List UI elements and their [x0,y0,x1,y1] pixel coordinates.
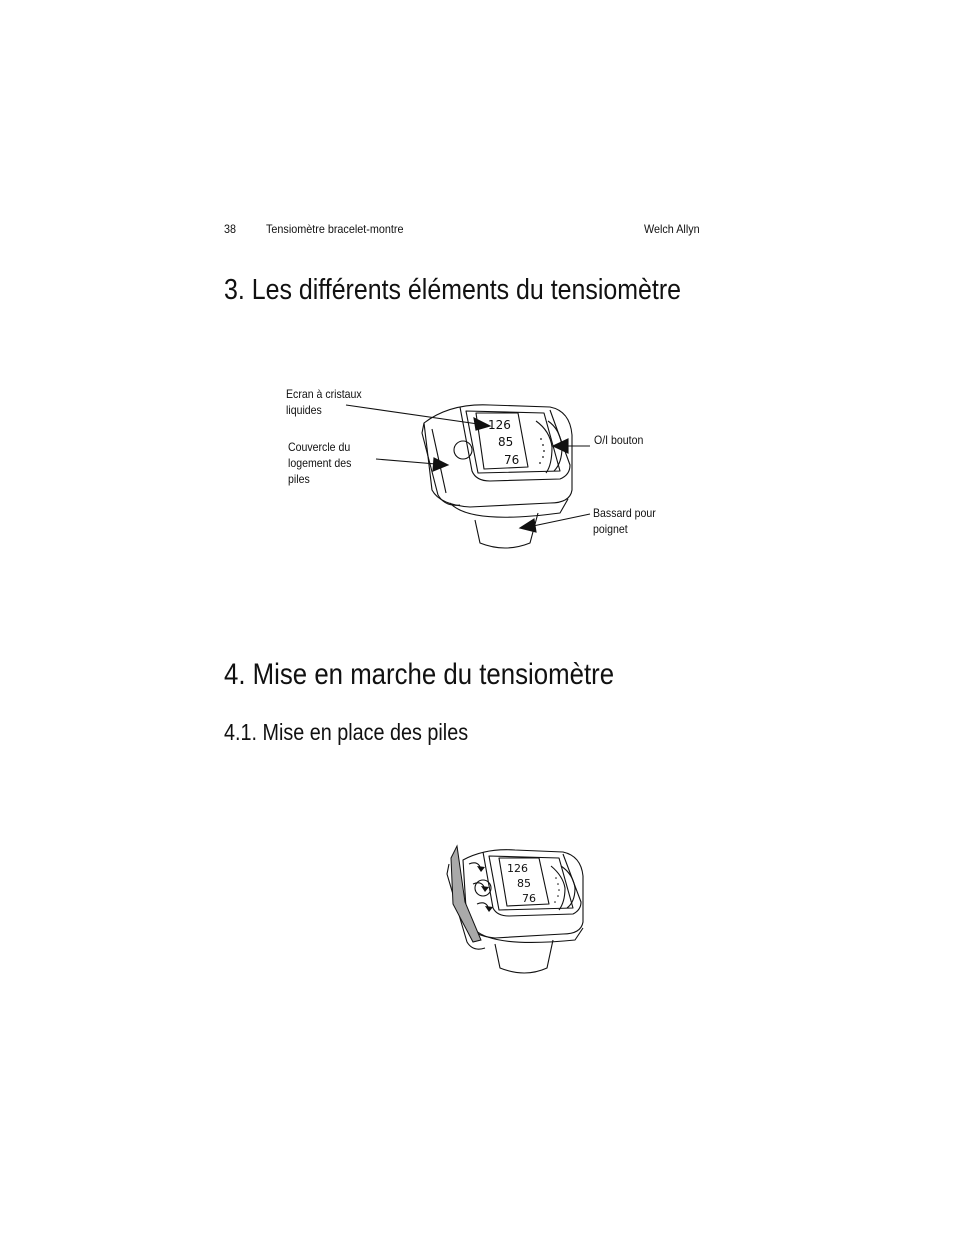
leader-wrist-cuff [533,514,590,526]
callout-lcd: Ecran à cristaux liquides [286,387,362,417]
callout-power-button: O/I bouton [594,433,644,447]
leader-battery-cover [376,459,436,464]
brand-name: Welch Allyn [644,222,700,236]
callout-battery-cover: Couvercle du logement des piles [288,440,352,486]
lcd-diastolic: 85 [498,435,514,449]
lcd-pulse: 76 [504,453,520,467]
page-number: 38 [224,222,237,236]
lcd-systolic-2: 126 [507,862,528,875]
lcd-diastolic-2: 85 [517,877,531,890]
section-3-heading: 3. Les différents éléments du tensiomètre [224,274,682,306]
running-title: Tensiomètre bracelet-montre [266,222,404,236]
callout-wrist-cuff: Bassard pour poignet [593,506,656,536]
section-4-1-heading: 4.1. Mise en place des piles [224,719,469,745]
leader-lcd [346,405,478,424]
lcd-systolic: 126 [488,418,511,432]
section-4-heading: 4. Mise en marche du tensiomètre [224,658,615,691]
battery-cover-flap [451,846,481,942]
battery-insertion-diagram [445,842,590,980]
lcd-pulse-2: 76 [522,892,536,905]
